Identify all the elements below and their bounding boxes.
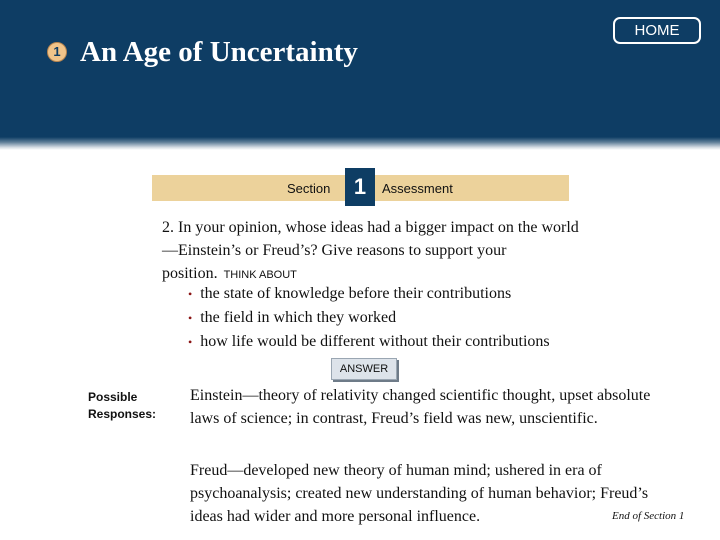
response-einstein: Einstein—theory of relativity changed scientific thought, upset absolute laws of science; in contrast, Freud’s field was new, unscientific. [190, 387, 651, 427]
header-fade [0, 137, 720, 150]
section-assessment-number: 1 [345, 168, 375, 206]
section-number-badge: 1 [47, 42, 67, 62]
end-of-section-link[interactable]: End of Section 1 [612, 510, 685, 522]
home-button[interactable]: HOME [613, 17, 701, 44]
list-item: • the state of knowledge before their contributions [188, 285, 512, 302]
question-block [162, 216, 582, 287]
list-item: • how life would be different without their contributions [188, 333, 550, 350]
page-title: An Age of Uncertainty [80, 36, 358, 68]
possible-responses-label: Possible Responses: [88, 390, 157, 421]
answer-button[interactable]: ANSWER [331, 358, 397, 380]
bullet-icon: • [188, 335, 193, 349]
think-about-list [188, 282, 550, 354]
section-label: Section [287, 181, 331, 196]
response-freud: Freud—developed new theory of human mind; ushered in era of psychoanalysis; created new understanding of human behavior; Freud’s ideas had wider and more personal influence. [190, 462, 649, 525]
bullet-icon: • [188, 287, 193, 301]
think-about-label: THINK ABOUT [223, 269, 297, 281]
assessment-label: Assessment [382, 181, 453, 196]
question-text: 2. In your opinion, whose ideas had a bigger impact on the world—Einstein’s or Freud’s? Give reasons to support your position. [162, 219, 579, 282]
bullet-icon: • [188, 311, 193, 325]
list-item: • the field in which they worked [188, 309, 397, 326]
